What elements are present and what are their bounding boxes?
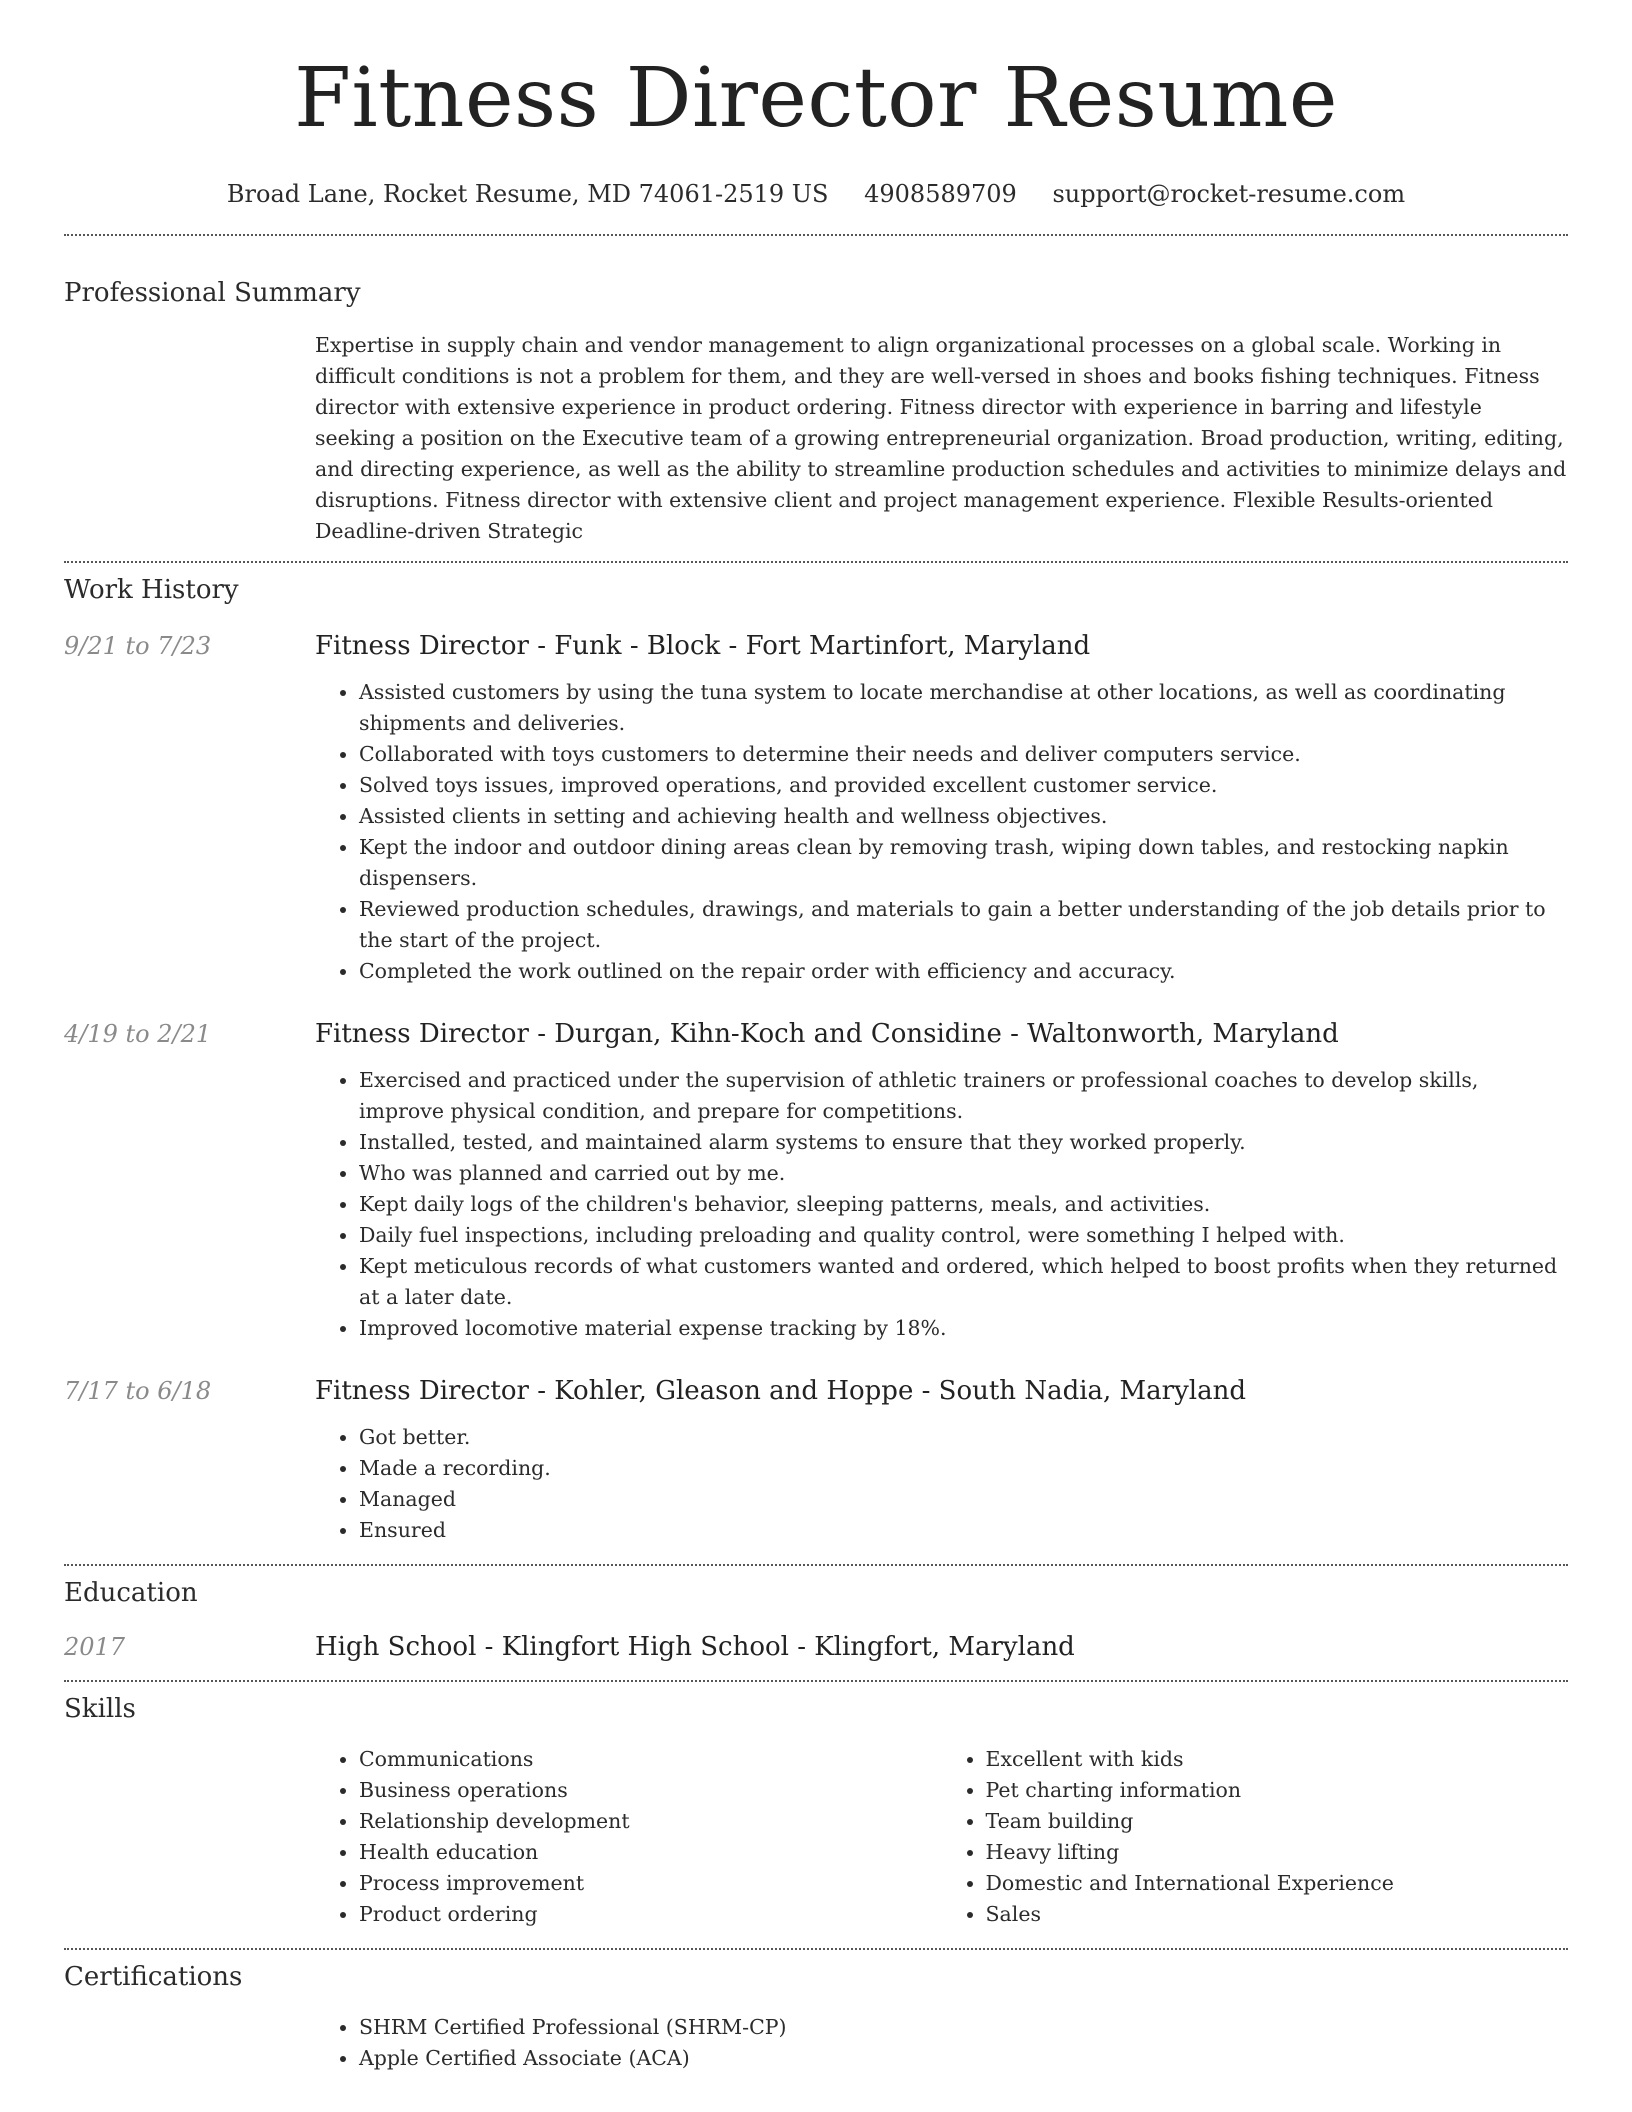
list-item: • Relationship development	[359, 1806, 942, 1837]
divider	[64, 234, 1568, 236]
section-heading-certifications: Certifications	[64, 1962, 243, 1992]
job-entry	[64, 1376, 1568, 1546]
skills-column-left	[315, 1744, 942, 1930]
job-title: Fitness Director - Kohler, Gleason and Hoppe - South Nadia, Maryland	[315, 1376, 1246, 1406]
list-item: • Pet charting information	[986, 1775, 1569, 1806]
list-item: • Who was planned and carried out by me.	[359, 1158, 1568, 1189]
list-item: • Installed, tested, and maintained alarm systems to ensure that they worked properly.	[359, 1127, 1568, 1158]
contact-address: Broad Lane, Rocket Resume, MD 74061-2519 US	[226, 180, 829, 208]
list-item: • Assisted customers by using the tuna system to locate merchandise at other locations, as well as coordinating shipments and deliveries.	[359, 677, 1568, 739]
job-bullets	[315, 1422, 1568, 1546]
skills-column-right	[942, 1744, 1569, 1930]
section-heading-work: Work History	[64, 575, 239, 605]
list-item: • Got better.	[359, 1422, 1568, 1453]
list-item: • Domestic and International Experience	[986, 1868, 1569, 1899]
list-item: • Product ordering	[359, 1899, 942, 1930]
education-date: 2017	[64, 1633, 126, 1661]
list-item: • SHRM Certified Professional (SHRM-CP)	[359, 2012, 1568, 2043]
section-heading-education: Education	[64, 1578, 198, 1608]
summary-text: Expertise in supply chain and vendor management to align organizational processes on a global scale. Working in difficult conditions is not a problem for them, and they are well-versed in shoes and books fishing techniques. Fitness director with extensive experience in product ordering. Fitness director with experience in barring and lifestyle seeking a position on the Executive team of a growing entrepreneurial organization. Broad production, writing, editing, and directing experience, as well as the ability to streamline production schedules and activities to minimize delays and disruptions. Fitness director with extensive client and project management experience. Flexible Results-oriented Deadline-driven Strategic	[315, 333, 1567, 543]
list-item: • Sales	[986, 1899, 1569, 1930]
list-item: • Communications	[359, 1744, 942, 1775]
contact-phone: 4908589709	[864, 180, 1017, 208]
list-item: • Collaborated with toys customers to determine their needs and deliver computers service.	[359, 739, 1568, 770]
list-item: • Team building	[986, 1806, 1569, 1837]
contact-email: support@rocket-resume.com	[1052, 180, 1406, 208]
job-date: 4/19 to 2/21	[64, 1020, 212, 1048]
list-item: • Managed	[359, 1484, 1568, 1515]
list-item: • Process improvement	[359, 1868, 942, 1899]
divider	[64, 561, 1568, 563]
divider	[64, 1680, 1568, 1682]
list-item: • Reviewed production schedules, drawings, and materials to gain a better understanding of the job details prior to the start of the project.	[359, 894, 1568, 956]
list-item: • Made a recording.	[359, 1453, 1568, 1484]
list-item: • Improved locomotive material expense tracking by 18%.	[359, 1313, 1568, 1344]
list-item: • Excellent with kids	[986, 1744, 1569, 1775]
section-heading-skills: Skills	[64, 1694, 136, 1724]
list-item: • Solved toys issues, improved operations, and provided excellent customer service.	[359, 770, 1568, 801]
list-item: • Kept the indoor and outdoor dining areas clean by removing trash, wiping down tables, and restocking napkin dispensers.	[359, 832, 1568, 894]
list-item: • Kept daily logs of the children's behavior, sleeping patterns, meals, and activities.	[359, 1189, 1568, 1220]
job-title: Fitness Director - Durgan, Kihn-Koch and Considine - Waltonworth, Maryland	[315, 1019, 1339, 1049]
list-item: • Assisted clients in setting and achieving health and wellness objectives.	[359, 801, 1568, 832]
list-item: • Daily fuel inspections, including preloading and quality control, were something I helped with.	[359, 1220, 1568, 1251]
resume-title: Fitness Director Resume	[294, 51, 1338, 146]
list-item: • Health education	[359, 1837, 942, 1868]
job-bullets	[315, 1065, 1568, 1344]
list-item: • Completed the work outlined on the repair order with efficiency and accuracy.	[359, 956, 1568, 987]
certifications-list	[315, 2012, 1568, 2074]
divider	[64, 1948, 1568, 1950]
job-title: Fitness Director - Funk - Block - Fort Martinfort, Maryland	[315, 631, 1091, 661]
section-heading-summary: Professional Summary	[64, 278, 361, 308]
job-entry	[64, 631, 1568, 987]
list-item: • Kept meticulous records of what customers wanted and ordered, which helped to boost profits when they returned at a later date.	[359, 1251, 1568, 1313]
contact-line	[64, 180, 1568, 208]
divider	[64, 1564, 1568, 1566]
job-date: 7/17 to 6/18	[64, 1377, 212, 1405]
skills-list	[315, 1744, 1568, 1930]
list-item: • Heavy lifting	[986, 1837, 1569, 1868]
resume-page	[64, 0, 1568, 2074]
list-item: • Business operations	[359, 1775, 942, 1806]
education-entry	[64, 1632, 1568, 1662]
job-entry	[64, 1019, 1568, 1344]
list-item: • Ensured	[359, 1515, 1568, 1546]
list-item: • Exercised and practiced under the supervision of athletic trainers or professional coaches to develop skills, improve physical condition, and prepare for competitions.	[359, 1065, 1568, 1127]
job-bullets	[315, 677, 1568, 987]
education-title: High School - Klingfort High School - Klingfort, Maryland	[315, 1632, 1075, 1662]
list-item: • Apple Certified Associate (ACA)	[359, 2043, 1568, 2074]
job-date: 9/21 to 7/23	[64, 632, 212, 660]
